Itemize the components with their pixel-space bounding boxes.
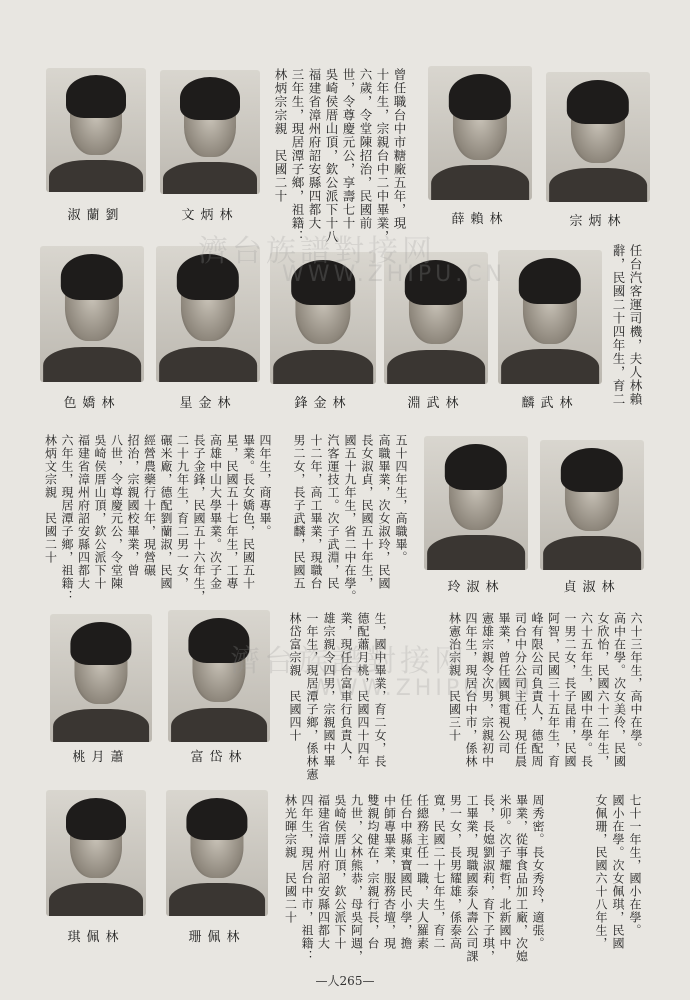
portrait-photo xyxy=(540,440,644,570)
portrait-photo xyxy=(428,66,532,200)
portrait-caption: 淑蘭劉 xyxy=(67,208,125,223)
page-number: —人265— xyxy=(315,974,375,988)
portrait-caption: 淵武林 xyxy=(407,396,465,411)
portrait-photo xyxy=(498,250,602,384)
biography-text: 周秀密。長女秀玲，適張。 畢業，從事食品加工廠，次媳 米卯。次子耀哲，北新國中 長，長媳劉淑莉，育下子琪， 工畢業，現職國泰人壽公司課 男一女，長男耀雄，係泰高 寬，民國二十七年生，育二 任總務主任一職，夫人羅素 任台中縣東寶國民小學，擔 中師專畢業，服務杏壇，現 雙親均健在，宗親行長，台 九世，父林熊恭，母吳阿週， 吳崎侯厝山頂，欽公派下十 福建省漳州府詔安縣四都大 四年生，現居台中市，祖籍： 林光暉宗親 民國二十 xyxy=(283,794,545,963)
biography-text: 任台汽客運司機，夫人林賴 辭，民國二十四年生，育二 xyxy=(611,244,643,406)
portrait-caption: 星金林 xyxy=(179,396,237,411)
biography-text: 四年生，商專畢。 畢業。長女嬌色，民國五十 星，民國五十七年生，工專 高雄中山大學畢業。次子金 長子金鋒，民國五十六年生， 二十九年生，育二男一女， 碾米廠，德配劉蘭淑，民國 經營農藥行十年，現營碾 招治，宗親國校畢業，曾 八世，令尊慶元公，令堂陳 吳崎侯厝山頂，欽公派下十 福建省漳州府詔安縣四都大 六年生，現居潭子鄉，祖籍： 林炳文宗親 民國二十 xyxy=(43,434,272,603)
portrait-caption: 宗炳林 xyxy=(569,214,627,229)
portrait-photo xyxy=(40,246,144,382)
portrait-photo xyxy=(46,790,146,916)
portrait-caption: 玲淑林 xyxy=(447,580,505,595)
portrait-caption: 薛賴林 xyxy=(451,212,509,227)
portrait-photo xyxy=(160,70,260,194)
biography-text: 六十三年生，高中在學。 高中在學。次女美伶，民國 女欣怡，民國六十二年生， 六十五年生，國中在學。長 一男二女，長子昆甫，民國 阿智，民國三十五年生，育 峰有限公司負責人，德配周 司台中分公司主任，現任晨 畢業，曾任國興電視公司 憲雄宗親令次男，宗親初中 四年生，現居台中市，係林 林憲治宗親 民國三十 xyxy=(447,612,643,768)
biography-text: 生，國中畢業，育二女，長 德配蕭月桃，民國四十四年 業，現任台富車行負責人， 雄宗親令四男，宗親國中畢 一年生，現居潭子鄉，係林憲 林岱富宗親 民國四十 xyxy=(288,612,387,781)
watermark: WWW.ZHIPU.CN xyxy=(282,262,507,287)
portrait-caption: 桃月蕭 xyxy=(72,750,130,765)
portrait-caption: 貞淑林 xyxy=(563,580,621,595)
watermark: 濟台族譜對接网 xyxy=(230,644,468,679)
watermark: WWW.ZHIPU.CN xyxy=(310,676,535,701)
portrait-photo xyxy=(546,72,650,202)
biography-text: 七十一年生，國小在學。 國小在學。次女佩琪，民國 女佩珊，民國六十八年生， xyxy=(594,794,642,950)
portrait-photo xyxy=(424,436,528,570)
biography-text: 五十四年生，高職畢。 高職畢業，次女淑玲，民國 長女淑貞，民國五十年生， 國五十九年生，省二中在學。 汽客運技工。次子武淵，民 十二年，高工畢業，現職台 男二女，長子武麟，民國五 xyxy=(292,434,408,603)
watermark: 濟台族譜對接网 xyxy=(198,234,436,269)
portrait-caption: 琪佩林 xyxy=(67,930,125,945)
portrait-photo xyxy=(166,790,268,916)
portrait-caption: 麟武林 xyxy=(521,396,579,411)
portrait-photo xyxy=(46,68,146,192)
portrait-caption: 珊佩林 xyxy=(188,930,246,945)
portrait-photo xyxy=(50,614,152,742)
portrait-caption: 富岱林 xyxy=(190,750,248,765)
portrait-caption: 文炳林 xyxy=(181,208,239,223)
portrait-caption: 鋒金林 xyxy=(294,396,352,411)
biography-text: 曾任職台中市糖廠五年，現 十年生，宗親台中二中畢業， 六歲，令堂陳招治，民國前 世，令尊慶元公，享壽七十 吳崎侯厝山頂，欽公派下十八 福建省漳州府詔安縣四都大 三年生，現居潭子鄉，祖籍： 林炳宗宗親 民國二十 xyxy=(273,68,407,244)
portrait-caption: 色嬌林 xyxy=(63,396,121,411)
